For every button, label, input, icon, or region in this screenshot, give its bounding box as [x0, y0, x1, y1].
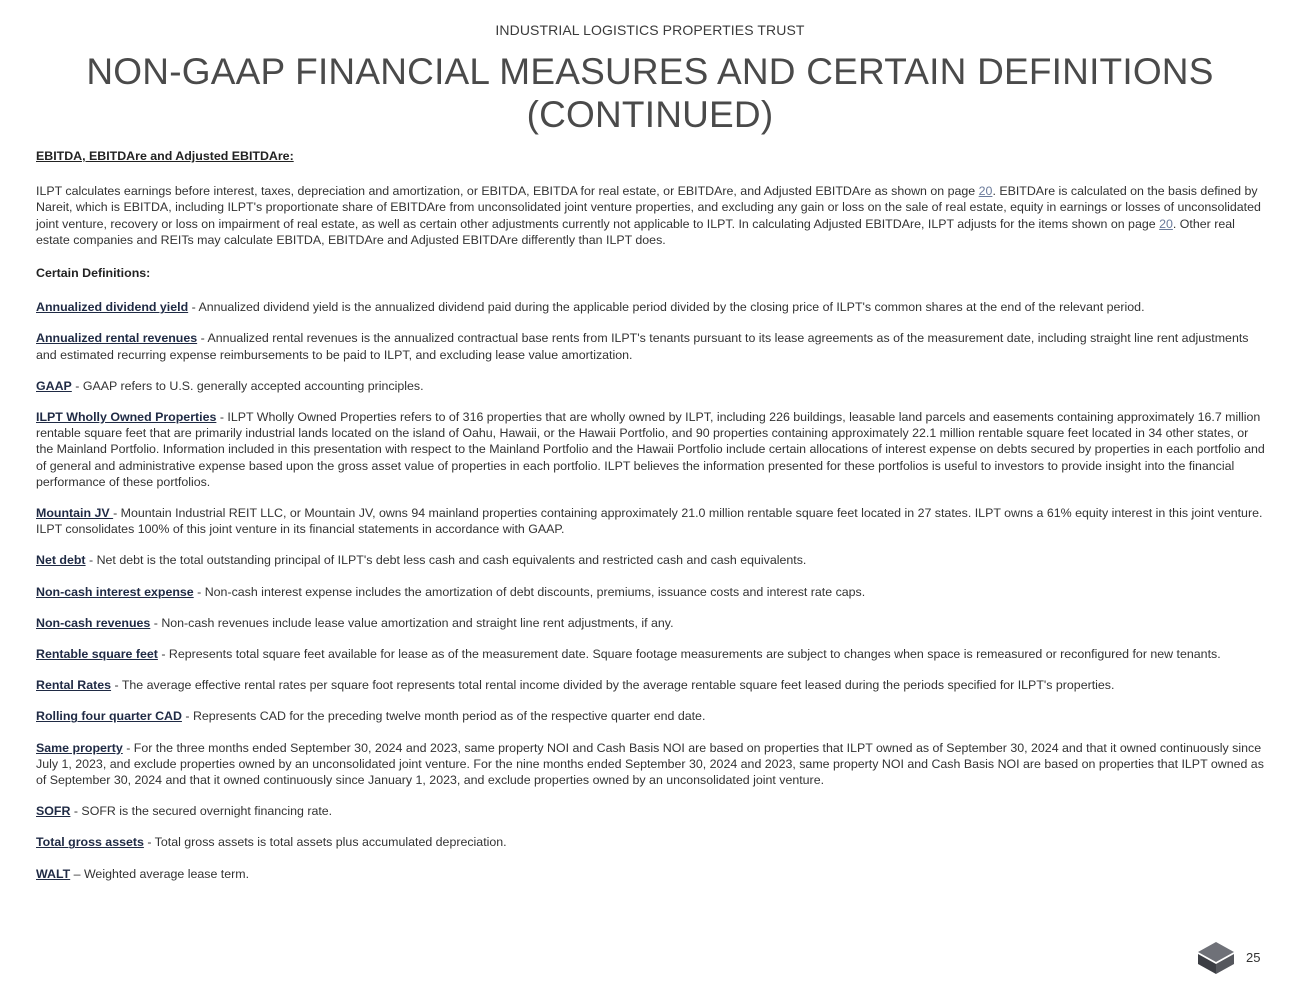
definition-annualized-rental-revenues	[36, 330, 1266, 362]
definition-term: GAAP	[36, 378, 72, 393]
definitions-heading: Certain Definitions:	[36, 266, 151, 281]
definition-term: Same property	[36, 740, 123, 755]
definition-non-cash-interest-expense	[36, 584, 1266, 600]
definition-text: - For the three months ended September 30, 2024 and 2023, same property NOI and Cash Basis NOI are based on properties that ILPT owned as of September 30, 2024 and that it owned continuously since July 1, 2023, and exclude properties owned by an unconsolidated joint venture. For the nine months ended September 30, 2024 and 2023, same property NOI and Cash Basis NOI are based on properties that ILPT owned as of September 30, 2024 and that it owned continuously since January 1, 2023, and exclude properties owned by an unconsolidated joint venture.	[36, 740, 1264, 788]
definition-text: - Annualized dividend yield is the annualized dividend paid during the applicable period divided by the closing price of ILPT's common shares at the end of the relevant period.	[188, 300, 1145, 315]
page-20-link-2[interactable]: 20	[1159, 216, 1173, 231]
ebitda-paragraph	[36, 183, 1266, 248]
definition-term: Total gross assets	[36, 835, 144, 850]
definition-term: Rolling four quarter CAD	[36, 709, 182, 724]
definition-non-cash-revenues	[36, 615, 1266, 631]
ebitda-text-1: ILPT calculates earnings before interest, taxes, depreciation and amortization, or EBITDA, EBITDA for real estate, or EBITDAre, and Adjusted EBITDAre as shown on page	[36, 184, 979, 199]
definition-term: ILPT Wholly Owned Properties	[36, 410, 217, 425]
definition-term: SOFR	[36, 804, 71, 819]
page-number: 25	[1246, 950, 1261, 965]
definition-term: Rental Rates	[36, 678, 112, 693]
definition-text: – Weighted average lease term.	[70, 866, 250, 881]
definition-ilpt-wholly-owned-properties	[36, 409, 1266, 490]
definition-text: - SOFR is the secured overnight financing rate.	[70, 804, 333, 819]
definition-text: - ILPT Wholly Owned Properties refers to of 316 properties that are wholly owned by ILPT, including 226 buildings, leasable land parcels and easements containing approximately 16.7 million rentable square feet that are primarily industrial lands located on the island of Oahu, Hawaii, or the Hawaii Portfolio, and 90 properties containing approximately 22.1 million rentable square feet located in 34 other states, or the Mainland Portfolio. Information included in this presentation with respect to the Mainland Portfolio and the Hawaii Portfolio include certain allocations of interest expense on debts secured by properties in each portfolio and of general and administrative expense based upon the gross asset value of properties in each portfolio. ILPT believes the information presented for these portfolios is useful to investors to provide insight into the financial performance of these portfolios.	[36, 410, 1265, 489]
definition-rental-rates	[36, 677, 1266, 693]
definition-total-gross-assets	[36, 834, 1266, 850]
definition-term: Annualized dividend yield	[36, 300, 189, 315]
definition-text: - The average effective rental rates per square foot represents total rental income divided by the average rentable square feet leased during the periods specified for ILPT's properties.	[111, 678, 1115, 693]
definition-annualized-dividend-yield	[36, 299, 1266, 315]
definition-walt	[36, 866, 1266, 882]
ilpt-logo-icon	[1196, 940, 1236, 976]
definition-text: - Total gross assets is total assets plus accumulated depreciation.	[143, 835, 507, 850]
definition-text: - Mountain Industrial REIT LLC, or Mountain JV, owns 94 mainland properties containing approximately 21.0 million rentable square feet located in 27 states. ILPT owns a 61% equity interest in this joint venture. ILPT consolidates 100% of this joint venture in its financial statements in accordance with GAAP.	[36, 506, 1263, 537]
definition-term: Non-cash interest expense	[36, 584, 194, 599]
definition-rentable-square-feet	[36, 646, 1266, 662]
definition-term: Annualized rental revenues	[36, 331, 198, 346]
definition-text: - Represents total square feet available for lease as of the measurement date. Square footage measurements are subject to changes when space is remeasured or reconfigured for new tenants.	[157, 647, 1221, 662]
definition-same-property	[36, 740, 1266, 789]
definition-text: - GAAP refers to U.S. generally accepted accounting principles.	[71, 378, 424, 393]
definition-gaap	[36, 378, 1266, 394]
definition-mountain-jv	[36, 505, 1266, 537]
definition-text: - Non-cash revenues include lease value amortization and straight line rent adjustments, if any.	[150, 615, 674, 630]
definition-rolling-four-quarter-cad	[36, 708, 1266, 724]
definition-term: Non-cash revenues	[36, 615, 151, 630]
definition-text: - Net debt is the total outstanding principal of ILPT's debt less cash and cash equivalents and restricted cash and cash equivalents.	[85, 553, 807, 568]
definition-term: Net debt	[36, 553, 86, 568]
definition-text: - Annualized rental revenues is the annualized contractual base rents from ILPT's tenants pursuant to its lease agreements as of the measurement date, including straight line rent adjustments and estimated recurring expense reimbursements to be paid to ILPT, and excluding lease value amortization.	[36, 331, 1249, 362]
definition-sofr	[36, 803, 1266, 819]
definition-net-debt	[36, 552, 1266, 568]
definition-text: - Represents CAD for the preceding twelve month period as of the respective quarter end date.	[181, 709, 706, 724]
definition-term: Mountain JV	[36, 506, 114, 521]
company-name: INDUSTRIAL LOGISTICS PROPERTIES TRUST	[495, 22, 805, 38]
definition-term: WALT	[36, 866, 71, 881]
definition-text: - Non-cash interest expense includes the amortization of debt discounts, premiums, issuance costs and interest rate caps.	[193, 584, 866, 599]
page-title: NON-GAAP FINANCIAL MEASURES AND CERTAIN DEFINITIONS (CONTINUED)	[86, 51, 1214, 135]
ebitda-heading: EBITDA, EBITDAre and Adjusted EBITDAre:	[36, 149, 294, 163]
ebitda-text-2: . EBITDAre is calculated on the basis defined by Nareit, which is EBITDA, including ILPT's proportionate share of EBITDAre from unconsolidated joint venture properties, and excluding any gain or loss on the sale of real estate, equity in earnings or losses of unconsolidated joint venture, recovery or loss on impairment of real estate, as well as certain other adjustments currently not applicable to ILPT. In calculating Adjusted EBITDAre, ILPT adjusts for the items shown on page	[36, 184, 1261, 231]
ebitda-text-3: . Other real estate companies and REITs may calculate EBITDA, EBITDAre and Adjusted EBITDAre differently than ILPT does.	[36, 216, 1235, 247]
definition-term: Rentable square feet	[36, 647, 158, 662]
page-20-link[interactable]: 20	[978, 184, 993, 199]
document-body	[36, 148, 1266, 897]
